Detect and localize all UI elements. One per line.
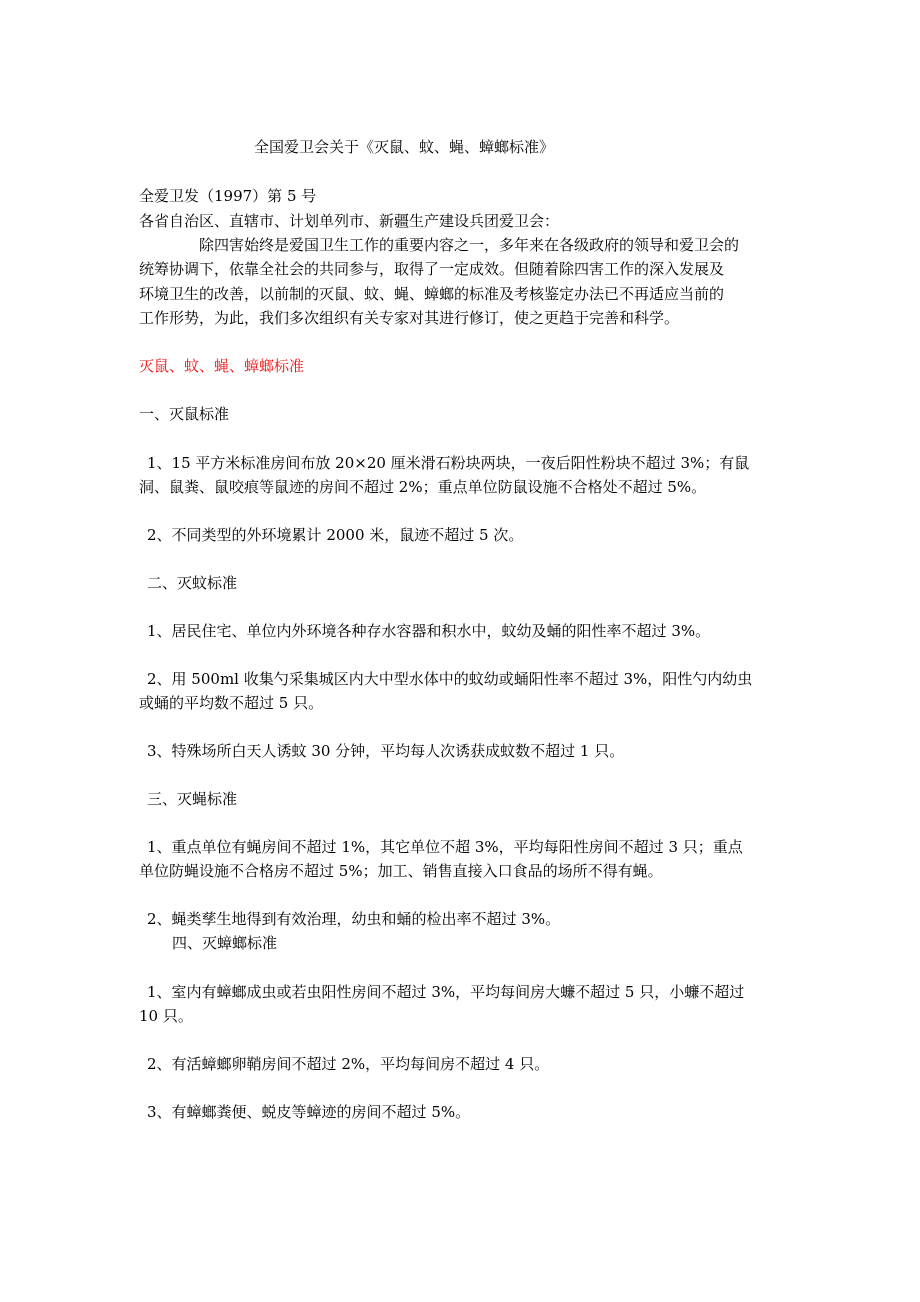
list-item-line: 10 只。 bbox=[139, 1007, 193, 1025]
list-item-line: 1、15 平方米标准房间布放 20×20 厘米滑石粉块两块，一夜后阳性粉块不超过 3%；有鼠 bbox=[147, 454, 750, 472]
list-item-line: 单位防蝇设施不合格房不超过 5%；加工、销售直接入口食品的场所不得有蝇。 bbox=[139, 862, 663, 880]
document-number: 全爱卫发（1997）第 5 号 bbox=[139, 187, 317, 205]
list-item-line: 3、有蟑螂粪便、蜕皮等蟑迹的房间不超过 5%。 bbox=[147, 1103, 471, 1121]
intro-line: 除四害始终是爱国卫生工作的重要内容之一，多年来在各级政府的领导和爱卫会的 bbox=[199, 236, 740, 254]
standards-heading: 灭鼠、蚊、蝇、蟑螂标准 bbox=[139, 357, 305, 375]
list-item-line: 2、用 500ml 收集勺采集城区内大中型水体中的蚊幼或蛹阳性率不超过 3%，阳性勺内幼虫 bbox=[147, 670, 753, 688]
list-item-line: 2、不同类型的外环境累计 2000 米，鼠迹不超过 5 次。 bbox=[147, 526, 524, 544]
section-heading-mosquito: 二、灭蚊标准 bbox=[147, 574, 238, 592]
section-heading-rodent: 一、灭鼠标准 bbox=[139, 405, 230, 423]
list-item-line: 2、蝇类孳生地得到有效治理，幼虫和蛹的检出率不超过 3%。 bbox=[147, 910, 561, 928]
list-item-line: 1、重点单位有蝇房间不超过 1%，其它单位不超 3%，平均每阳性房间不超过 3 只；重点 bbox=[147, 838, 743, 856]
list-item-line: 或蛹的平均数不超过 5 只。 bbox=[139, 694, 324, 712]
intro-line: 环境卫生的改善，以前制的灭鼠、蚊、蝇、蟑螂的标准及考核鉴定办法已不再适应当前的 bbox=[139, 285, 725, 303]
list-item-line: 洞、鼠粪、鼠咬痕等鼠迹的房间不超过 2%；重点单位防鼠设施不合格处不超过 5%。 bbox=[139, 478, 707, 496]
addressee: 各省自治区、直辖市、计划单列市、新疆生产建设兵团爱卫会： bbox=[139, 212, 560, 230]
intro-line: 工作形势，为此，我们多次组织有关专家对其进行修订，使之更趋于完善和科学。 bbox=[139, 309, 680, 327]
section-heading-cockroach: 四、灭蟑螂标准 bbox=[172, 934, 278, 952]
list-item-line: 1、室内有蟑螂成虫或若虫阳性房间不超过 3%，平均每间房大蠊不超过 5 只，小蠊不超过 bbox=[147, 983, 745, 1001]
list-item-line: 3、特殊场所白天人诱蚊 30 分钟，平均每人次诱获成蚊数不超过 1 只。 bbox=[147, 742, 625, 760]
list-item-line: 1、居民住宅、单位内外环境各种存水容器和积水中，蚊幼及蛹的阳性率不超过 3%。 bbox=[147, 622, 711, 640]
list-item-line: 2、有活蟑螂卵鞘房间不超过 2%，平均每间房不超过 4 只。 bbox=[147, 1055, 550, 1073]
section-heading-fly: 三、灭蝇标准 bbox=[147, 790, 238, 808]
document-title: 全国爱卫会关于《灭鼠、蚊、蝇、蟑螂标准》 bbox=[254, 138, 555, 156]
intro-line: 统筹协调下，依靠全社会的共同参与，取得了一定成效。但随着除四害工作的深入发展及 bbox=[139, 260, 725, 278]
